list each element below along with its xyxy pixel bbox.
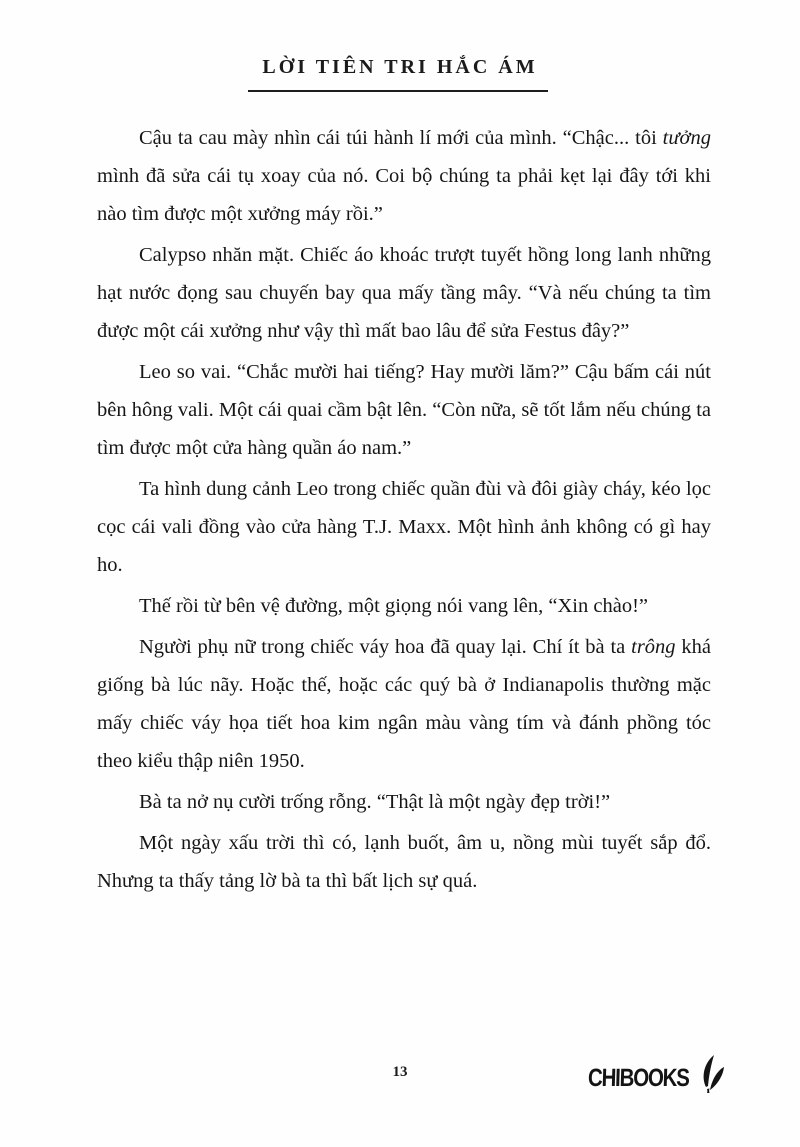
text-run: Thế rồi từ bên vệ đường, một giọng nói vang lên, “Xin chào!” [139,595,648,617]
text-run: Một ngày xấu trời thì có, lạnh buốt, âm u, nồng mùi tuyết sắp đổ. Nhưng ta thấy tảng lờ bà ta thì bất lịch sự quá. [97,832,711,892]
header-rule [248,90,548,92]
leaf-icon [697,1053,725,1098]
italic-text-run: tưởng [662,127,711,149]
paragraph [97,119,711,233]
text-run: Ta hình dung cảnh Leo trong chiếc quần đùi và đôi giày cháy, kéo lọc cọc cái vali đồng vào cửa hàng T.J. Maxx. Một hình ảnh không có gì hay ho. [97,478,711,576]
running-header [0,56,800,79]
page-title: LỜI TIÊN TRI HẮC ÁM [262,56,538,78]
page-number: 13 [392,1064,408,1080]
paragraph [97,587,711,625]
text-run: mình đã sửa cái tụ xoay của nó. Coi bộ chúng ta phải kẹt lại đây tới khi nào tìm được một xưởng máy rồi.” [97,165,711,225]
italic-text-run: trông [631,636,676,658]
paragraph [97,353,711,467]
text-run: khá giống bà lúc nãy. Hoặc thế, hoặc các quý bà ở Indianapolis thường mặc mấy chiếc váy họa tiết hoa kim ngân màu vàng tím và đánh phồng tóc theo kiểu thập niên 1950. [97,636,711,772]
text-run: Calypso nhăn mặt. Chiếc áo khoác trượt tuyết hồng long lanh những hạt nước đọng sau chuyến bay qua mấy tầng mây. “Và nếu chúng ta tìm được một cái xưởng như vậy thì mất bao lâu để sửa Festus đây?” [97,244,711,342]
text-run: Leo so vai. “Chắc mười hai tiếng? Hay mười lăm?” Cậu bấm cái nút bên hông vali. Một cái quai cầm bật lên. “Còn nữa, sẽ tốt lắm nếu chúng ta tìm được một cửa hàng quần áo nam.” [97,361,711,459]
paragraph [97,783,711,821]
text-run: Bà ta nở nụ cười trống rỗng. “Thật là một ngày đẹp trời!” [139,791,611,813]
publisher-name: CHIBOOKS [587,1064,690,1092]
text-run: Cậu ta cau mày nhìn cái túi hành lí mới của mình. “Chậc... tôi [139,127,663,149]
paragraph [97,628,711,780]
publisher-logo [588,1059,725,1098]
body-text [97,119,711,903]
paragraph [97,236,711,350]
paragraph [97,470,711,584]
paragraph [97,824,711,900]
text-run: Người phụ nữ trong chiếc váy hoa đã quay lại. Chí ít bà ta [139,636,632,658]
